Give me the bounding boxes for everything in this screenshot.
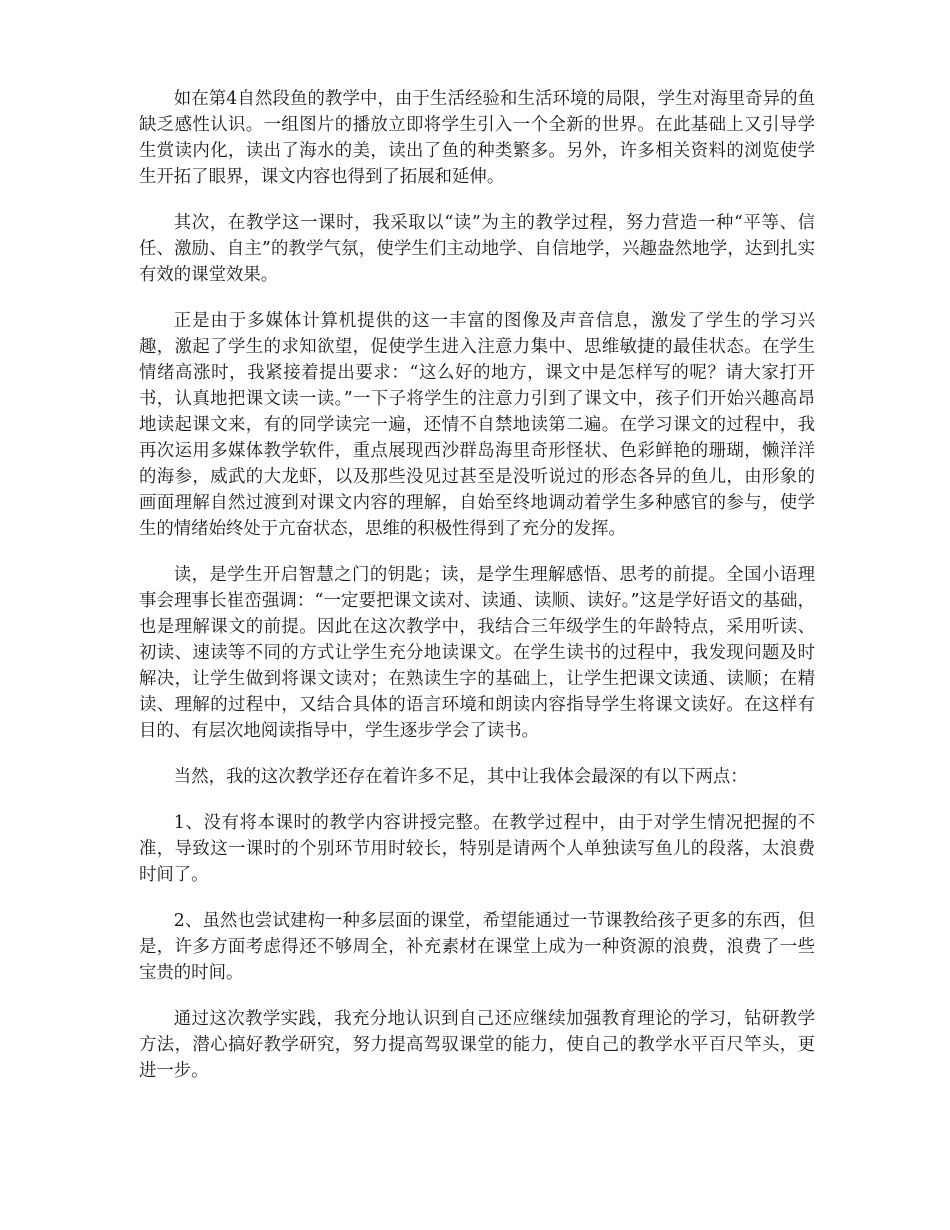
- paragraph-8: 通过这次教学实践，我充分地认识到自己还应继续加强教育理论的学习，钻研教学方法，潜心搞好教学研究，努力提高驾驭课堂的能力，使自己的教学水平百尺竿头，更进一步。: [139, 1009, 815, 1081]
- document-page: [139, 86, 815, 1104]
- paragraph-6: 1、没有将本课时的教学内容讲授完整。在教学过程中，由于对学生情况把握的不准，导致这一课时的个别环节用时较长，特别是请两个人单独读写鱼儿的段落，太浪费时间了。: [139, 813, 815, 885]
- paragraph-5: 当然，我的这次教学还存在着许多不足，其中让我体会最深的有以下两点：: [173, 767, 748, 787]
- paragraph-4: 读，是学生开启智慧之门的钥匙；读，是学生理解感悟、思考的前提。全国小语理事会理事长崔峦强调：“一定要把课文读对、读通、读顺、读好。”这是学好语文的基础，也是理解课文的前提。因此在这次教学中，我结合三年级学生的年龄特点，采用听读、初读、速读等不同的方式让学生充分地读课文。在学生读书的过程中，我发现问题及时解决，让学生做到将课文读对；在熟读生字的基础上，让学生把课文读通、读顺；在精读、理解的过程中，又结合具体的语言环境和朗读内容指导学生将课文读好。在这样有目的、有层次地阅读指导中，学生逐步学会了读书。: [139, 565, 815, 741]
- paragraph-2: 其次，在教学这一课时，我采取以“读”为主的教学过程，努力营造一种“平等、信任、激励、自主”的教学气氛，使学生们主动地学、自信地学，兴趣盎然地学，达到扎实有效的课堂效果。: [139, 213, 815, 285]
- paragraph-7: 2、虽然也尝试建构一种多层面的课堂，希望能通过一节课教给孩子更多的东西，但是，许多方面考虑得还不够周全，补充素材在课堂上成为一种资源的浪费，浪费了一些宝贵的时间。: [139, 911, 815, 983]
- paragraph-1: 如在第4自然段鱼的教学中，由于生活经验和生活环境的局限，学生对海里奇异的鱼缺乏感性认识。一组图片的播放立即将学生引入一个全新的世界。在此基础上又引导学生赏读内化，读出了海水的美，读出了鱼的种类繁多。另外，许多相关资料的浏览使学生开拓了眼界，课文内容也得到了拓展和延伸。: [139, 89, 815, 187]
- paragraph-3: 正是由于多媒体计算机提供的这一丰富的图像及声音信息，激发了学生的学习兴趣，激起了学生的求知欲望，促使学生进入注意力集中、思维敏捷的最佳状态。在学生情绪高涨时，我紧接着提出要求：“这么好的地方，课文中是怎样写的呢？请大家打开书，认真地把课文读一读。”一下子将学生的注意力引到了课文中，孩子们开始兴趣高昂地读起课文来，有的同学读完一遍，还情不自禁地读第二遍。在学习课文的过程中，我再次运用多媒体教学软件，重点展现西沙群岛海里奇形怪状、色彩鲜艳的珊瑚，懒洋洋的海参，威武的大龙虾，以及那些没见过甚至是没听说过的形态各异的鱼儿，由形象的画面理解自然过渡到对课文内容的理解，自始至终地调动着学生多种感官的参与，使学生的情绪始终处于亢奋状态，思维的积极性得到了充分的发挥。: [139, 311, 815, 539]
